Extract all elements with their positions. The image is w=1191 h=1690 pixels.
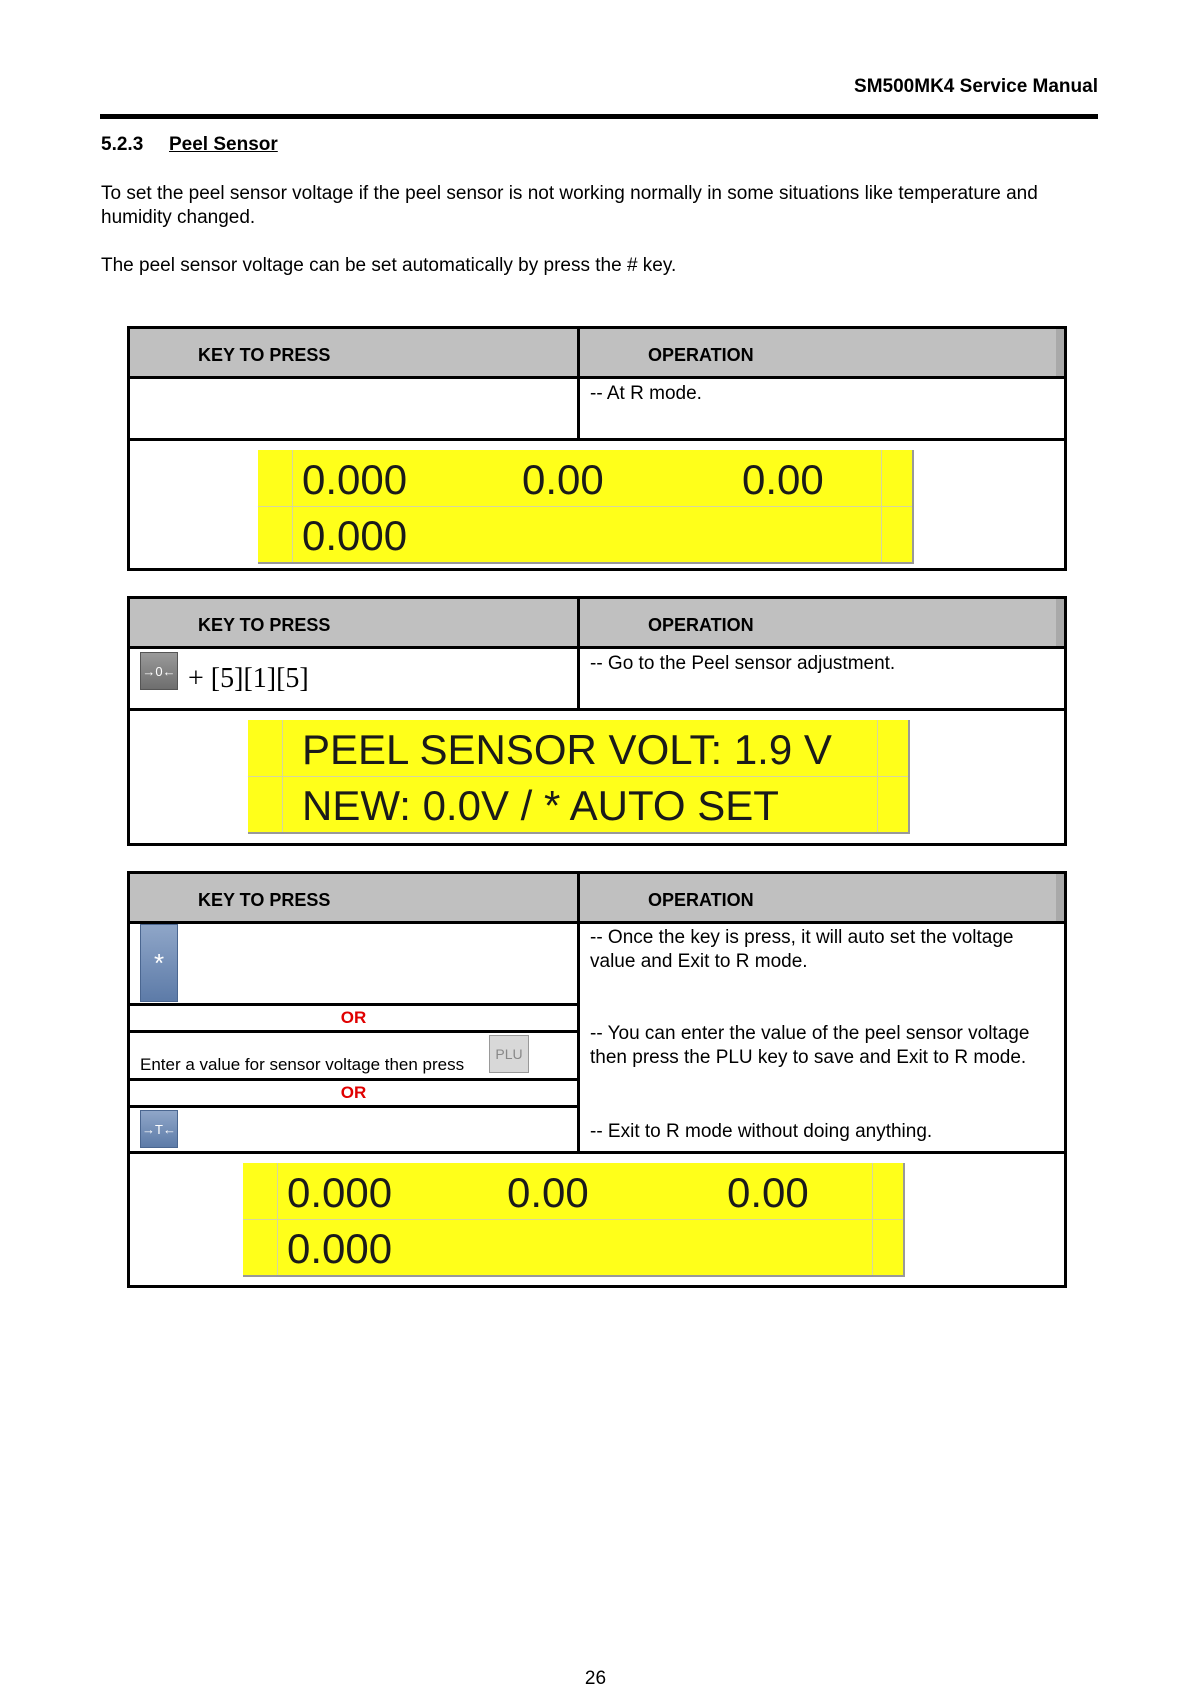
section-heading xyxy=(101,134,278,156)
or-separator: OR xyxy=(130,1006,577,1033)
intro-paragraph-1: To set the peel sensor voltage if the peel sensor is not working normally in some situations like temperature and humidity changed. xyxy=(101,183,1038,228)
table-header xyxy=(130,329,1064,379)
section-title: Peel Sensor xyxy=(169,134,278,155)
lcd-line2: NEW: 0.0V / * AUTO SET xyxy=(302,782,779,829)
lcd-weight: 0.000 xyxy=(302,456,408,503)
section-number: 5.2.3 xyxy=(101,134,144,155)
plu-key-icon: PLU xyxy=(489,1035,529,1073)
operation-cell: -- At R mode. xyxy=(590,383,702,404)
lcd-weight: 0.000 xyxy=(287,1169,393,1216)
operation-auto-set: -- Once the key is press, it will auto set the voltage value and Exit to R mode. xyxy=(590,927,1014,972)
asterisk-key-icon: * xyxy=(140,924,178,1002)
lcd-display xyxy=(248,720,910,834)
lcd-total-price: 0.00 xyxy=(727,1169,809,1216)
key-cell xyxy=(130,379,580,438)
lcd-line2: 0.000 xyxy=(287,1225,393,1272)
lcd-unit-price: 0.00 xyxy=(507,1169,589,1216)
lcd-line1: PEEL SENSOR VOLT: 1.9 V xyxy=(302,726,832,773)
step1-table xyxy=(127,326,1067,571)
key-cell xyxy=(130,649,580,708)
operation-column-header: OPERATION xyxy=(580,329,1064,376)
table-row xyxy=(130,924,1064,1154)
step3-table xyxy=(127,871,1067,1288)
header-rule xyxy=(100,114,1098,119)
lcd-total-price: 0.00 xyxy=(742,456,824,503)
lcd-display xyxy=(258,450,914,564)
operation-column-header: OPERATION xyxy=(580,874,1064,921)
key-column-header: KEY TO PRESS xyxy=(130,874,580,921)
operation-cell xyxy=(580,924,1064,1151)
key-sequence: + [5][1][5] xyxy=(188,663,309,694)
document-header-title: SM500MK4 Service Manual xyxy=(854,76,1098,97)
table-row xyxy=(130,649,1064,711)
step2-table xyxy=(127,596,1067,846)
key-cell xyxy=(130,924,580,1151)
operation-column-header: OPERATION xyxy=(580,599,1064,646)
intro-paragraph-2: The peel sensor voltage can be set automatically by press the # key. xyxy=(101,255,677,276)
operation-cell: -- Go to the Peel sensor adjustment. xyxy=(590,653,896,674)
or-separator: OR xyxy=(130,1081,577,1108)
operation-exit: -- Exit to R mode without doing anything. xyxy=(590,1121,933,1142)
table-row xyxy=(130,379,1064,441)
key-column-header: KEY TO PRESS xyxy=(130,599,580,646)
table-header xyxy=(130,599,1064,649)
enter-value-text: Enter a value for sensor voltage then press xyxy=(140,1055,465,1074)
lcd-unit-price: 0.00 xyxy=(522,456,604,503)
table-header xyxy=(130,874,1064,924)
lcd-line2: 0.000 xyxy=(302,512,408,559)
key-column-header: KEY TO PRESS xyxy=(130,329,580,376)
operation-enter-value: -- You can enter the value of the peel sensor voltage then press the PLU key to save and Exit to R mode. xyxy=(590,1023,1030,1068)
page-number: 26 xyxy=(584,1668,607,1689)
tare-key-icon: →T← xyxy=(140,1110,178,1148)
lcd-display xyxy=(243,1163,905,1277)
zero-key-icon: →0← xyxy=(140,652,178,690)
